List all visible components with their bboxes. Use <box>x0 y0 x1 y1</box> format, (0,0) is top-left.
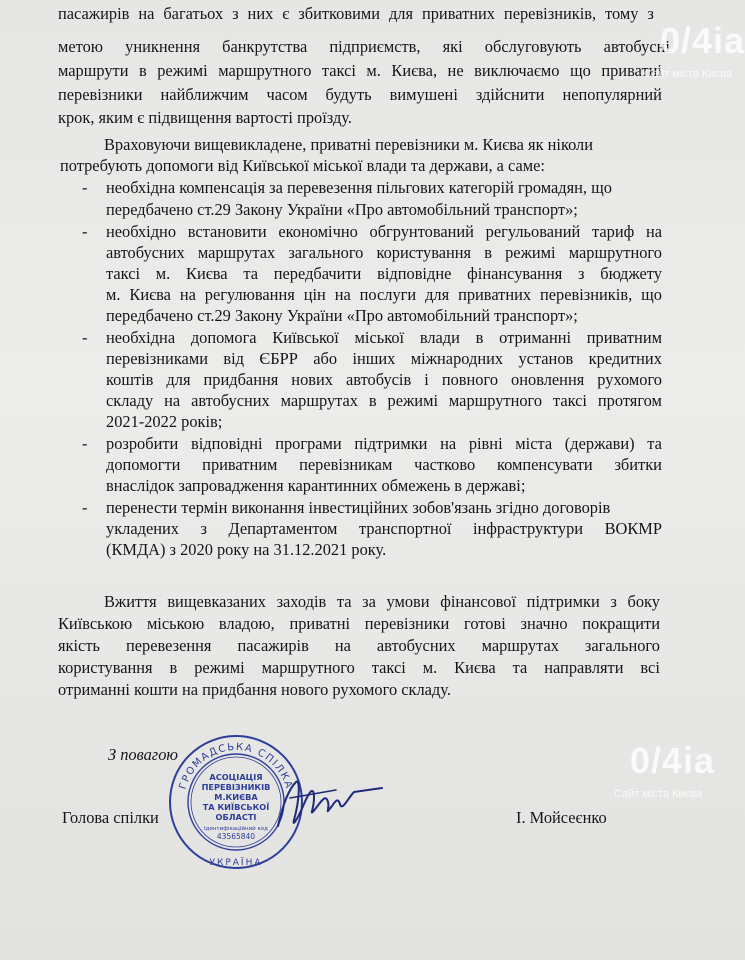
word: них <box>247 4 274 23</box>
word: вимушені <box>389 85 458 104</box>
stamp-center-line: ОБЛАСТІ <box>215 812 257 822</box>
word: що <box>570 61 591 80</box>
word: оновлення <box>511 370 585 389</box>
word: перевізникам <box>299 455 393 474</box>
word: приватних <box>458 285 532 304</box>
site-watermark-2 <box>610 740 716 820</box>
word: рівні <box>468 434 503 453</box>
word: міста <box>515 434 553 453</box>
word: Києва, <box>391 61 438 80</box>
p3-line-1 <box>104 592 660 612</box>
word: маршрути <box>58 61 129 80</box>
word: пасажирів <box>237 636 309 655</box>
word: та <box>512 658 528 677</box>
word: Вжиття <box>104 592 157 611</box>
signer-name: І. Мойсеєнко <box>516 808 607 827</box>
word: що <box>641 285 662 304</box>
word: для <box>388 4 413 23</box>
p1-line-1 <box>58 4 654 24</box>
word: м. <box>366 61 381 80</box>
word: необхідно <box>106 222 177 241</box>
word: режимі <box>157 61 208 80</box>
watermark-caption: Сайт міста Києва <box>644 68 733 80</box>
p2-line-2 <box>60 156 545 176</box>
word: маршрутного <box>218 61 312 80</box>
b5-line-3 <box>106 540 386 560</box>
word: заходів <box>276 592 327 611</box>
word: допомога <box>190 328 257 347</box>
word: з <box>578 264 585 283</box>
word: перевізників, <box>503 4 597 23</box>
stamp-code: 43565840 <box>216 832 256 841</box>
b3-line-2 <box>106 349 662 369</box>
word: на <box>334 636 351 655</box>
word: режимі <box>505 243 556 262</box>
word: Київською <box>58 614 133 633</box>
word: не <box>447 61 464 80</box>
word: в <box>169 658 178 677</box>
p1-line-3 <box>58 61 662 81</box>
b4-line-3 <box>106 476 525 496</box>
b5-line-2 <box>106 519 662 539</box>
word: автобусних <box>106 243 185 262</box>
word: або <box>313 349 338 368</box>
word: перевізниками <box>106 349 208 368</box>
word: міської <box>354 328 405 347</box>
word: покращити <box>582 614 660 633</box>
word: з <box>610 592 617 611</box>
word: на <box>440 434 457 453</box>
word: часом <box>266 85 308 104</box>
word: пасажирів <box>58 4 130 23</box>
word: маршрутного <box>448 391 543 410</box>
p1-line-2 <box>58 37 670 57</box>
word: в <box>138 61 147 80</box>
word: на <box>164 391 181 410</box>
word: кредитних <box>588 349 662 368</box>
word: маршрутах <box>280 391 358 410</box>
stamp-center-line: ПЕРЕВІЗНИКІВ <box>201 782 271 792</box>
b2-line-3 <box>106 264 662 284</box>
word: таксі <box>321 61 356 80</box>
word: нових <box>291 370 333 389</box>
word: ЄБРР <box>259 349 298 368</box>
stamp-code-label: Ідентифікаційний код <box>204 826 268 832</box>
word: перевізники <box>58 85 143 104</box>
word: рухомого <box>597 370 662 389</box>
word: укладених <box>106 519 179 538</box>
b3-line-4 <box>106 391 662 411</box>
word: перевізники <box>364 614 450 633</box>
word: відповідні <box>190 434 263 453</box>
word: значно <box>520 614 568 633</box>
word: будуть <box>325 85 372 104</box>
word: і <box>424 370 429 389</box>
b5-line-3-text: (КМДА) з 2020 року на 31.12.2021 року. <box>106 540 387 559</box>
word: вищевказаних <box>167 592 266 611</box>
word: протягом <box>597 391 662 410</box>
word: для <box>166 370 191 389</box>
word: фінансової <box>440 592 517 611</box>
word: автобусних <box>376 636 456 655</box>
word: послуги <box>359 285 417 304</box>
word: частково <box>414 455 476 474</box>
p1-line-5 <box>58 108 352 128</box>
word: з <box>232 4 239 23</box>
word: таксі <box>106 264 141 283</box>
word: компенсувати <box>496 455 593 474</box>
word: в <box>475 328 484 347</box>
word: регульований <box>485 222 581 241</box>
word: тому <box>605 4 639 23</box>
word: Департаментом <box>228 519 338 538</box>
word: автобусів <box>346 370 412 389</box>
word: на <box>179 285 196 304</box>
p2-line-1 <box>104 135 660 155</box>
word: збитки <box>614 455 662 474</box>
word: умови <box>386 592 430 611</box>
word: транспортної <box>358 519 452 538</box>
word: повного <box>441 370 499 389</box>
word: режимі <box>194 658 245 677</box>
word: владою, <box>218 614 275 633</box>
word: здійснити <box>475 85 545 104</box>
p2-line-2-text: потребують допомоги від Київської міської влади та держави, а саме: <box>60 156 545 175</box>
word: фінансування <box>467 264 563 283</box>
word: непопулярний <box>562 85 662 104</box>
word: таксі <box>552 391 587 410</box>
word: м. <box>422 658 438 677</box>
word: програми <box>275 434 342 453</box>
word: підтримки <box>354 434 428 453</box>
word: на <box>138 4 155 23</box>
b2-line-5-text: передбачено ст.29 Закону України «Про автомобільний транспорт»; <box>106 306 578 325</box>
p3-line-3 <box>58 636 660 656</box>
b2-line-2 <box>106 243 662 263</box>
word: м. <box>155 264 171 283</box>
bullet-dash: - <box>82 434 88 453</box>
word: на <box>334 285 351 304</box>
word: які <box>442 37 463 56</box>
word: загального <box>288 243 364 262</box>
watermark-logo: 0/4ia <box>630 740 716 781</box>
b1-line-2-text: передбачено ст.29 Закону України «Про автомобільний транспорт»; <box>106 200 578 219</box>
word: м. <box>106 285 121 304</box>
word: від <box>223 349 244 368</box>
site-watermark <box>640 20 745 100</box>
word: автобусні <box>603 37 670 56</box>
word: збитковими <box>298 4 380 23</box>
word: тариф <box>592 222 635 241</box>
b2-line-5 <box>106 306 578 326</box>
bullet-dash: - <box>82 222 88 241</box>
word: придбання <box>203 370 279 389</box>
b1-line-2 <box>106 200 578 220</box>
b2-line-4 <box>106 285 662 305</box>
word: отриманні <box>499 328 572 347</box>
word: є <box>282 4 290 23</box>
b4-line-2 <box>106 455 662 475</box>
b5-line-1 <box>106 498 610 518</box>
p3-line-2 <box>58 614 660 634</box>
word: таксі <box>371 658 406 677</box>
word: маршрутах <box>197 243 276 262</box>
word: приватних <box>421 4 495 23</box>
word: інших <box>352 349 396 368</box>
word: підприємств, <box>329 37 421 56</box>
word: обслуговують <box>484 37 582 56</box>
word: користування <box>58 658 153 677</box>
word: приватним <box>202 455 278 474</box>
word: підтримки <box>526 592 600 611</box>
word: встановити <box>187 222 267 241</box>
word: в <box>484 243 492 262</box>
word: коштів <box>106 370 154 389</box>
b5-line-1-text: перенести термін виконання інвестиційних зобов'язань згідно договорів <box>106 498 611 517</box>
word: та <box>336 592 352 611</box>
word: направляти <box>544 658 624 677</box>
stamp-ring-text: ГРОМАДСЬКА СПІЛКА <box>177 741 295 791</box>
regards-text: З повагою <box>108 745 178 764</box>
word: бюджету <box>600 264 662 283</box>
p3-line-5-text: отриманні кошти на придбання нового рухомого складу. <box>58 680 451 699</box>
word: допомогти <box>106 455 181 474</box>
p2-line-1-text: Враховуючи вищевикладене, приватні перевізники м. Києва як ніколи <box>104 135 594 154</box>
word: в <box>368 391 377 410</box>
word: установ <box>518 349 574 368</box>
bullet-dash: - <box>82 328 88 347</box>
word: ВОКМР <box>604 519 662 538</box>
word: відповідне <box>377 264 452 283</box>
b3-line-3 <box>106 370 662 390</box>
b2-line-1 <box>106 222 662 242</box>
word: передбачити <box>273 264 362 283</box>
word: та <box>647 434 662 453</box>
b3-line-1 <box>106 328 662 348</box>
watermark-logo: 0/4ia <box>660 20 745 61</box>
b1-line-1-text: необхідна компенсація за перевезення пільгових категорій громадян, що <box>106 178 612 197</box>
word: автобусних <box>191 391 270 410</box>
word: метою <box>58 37 104 56</box>
word: приватні <box>601 61 662 80</box>
word: маршрутного <box>261 658 355 677</box>
word: Києва <box>454 658 496 677</box>
word: приватні <box>289 614 351 633</box>
word: для <box>425 285 450 304</box>
word: обгрунтований <box>369 222 474 241</box>
word: та <box>243 264 258 283</box>
word: всі <box>640 658 660 677</box>
word: перевезення <box>125 636 212 655</box>
word: користування <box>376 243 472 262</box>
word: приватним <box>586 328 662 347</box>
stamp-center-line: М.КИЄВА <box>214 792 258 802</box>
word: міською <box>146 614 205 633</box>
word: якість <box>58 636 100 655</box>
word: Київської <box>272 328 339 347</box>
word: з <box>200 519 207 538</box>
word: маршрутного <box>568 243 662 262</box>
word: найближчим <box>160 85 249 104</box>
handwritten-signature <box>270 768 390 838</box>
word: влади <box>419 328 460 347</box>
word: виключаємо <box>474 61 560 80</box>
b1-line-1 <box>106 178 612 198</box>
word: готові <box>464 614 506 633</box>
p1-line-5-text: крок, яким є підвищення вартості проїзду. <box>58 108 352 127</box>
word: перевізників, <box>539 285 633 304</box>
stamp-center-line: АСОЦІАЦІЯ <box>209 772 263 782</box>
word: необхідна <box>106 328 176 347</box>
word: режимі <box>387 391 439 410</box>
p3-line-5 <box>58 680 451 700</box>
b3-line-5 <box>106 412 222 432</box>
p1-line-4 <box>58 85 662 105</box>
b4-line-3-text: внаслідок запровадження карантинних обмежень в державі; <box>106 476 526 495</box>
word: багатьох <box>163 4 224 23</box>
word: розробити <box>106 434 179 453</box>
word: Києва <box>186 264 228 283</box>
word: маршрутах <box>481 636 559 655</box>
word: з <box>647 4 654 23</box>
word: на <box>645 222 662 241</box>
word: загального <box>584 636 660 655</box>
word: складу <box>106 391 154 410</box>
word: економічно <box>278 222 358 241</box>
bullet-dash: - <box>82 178 88 197</box>
b4-line-1 <box>106 434 662 454</box>
bullet-dash: - <box>82 498 88 517</box>
word: банкрутства <box>222 37 308 56</box>
word: Києва <box>129 285 171 304</box>
word: міжнародних <box>410 349 504 368</box>
word: (держави) <box>564 434 635 453</box>
word: цін <box>303 285 326 304</box>
stamp-center-line: ТА КИЇВСЬКОЇ <box>202 802 270 812</box>
word: інфраструктури <box>472 519 584 538</box>
watermark-caption: Сайт міста Києва <box>614 788 703 800</box>
word: регулювання <box>204 285 295 304</box>
b3-line-5-text: 2021-2022 років; <box>106 412 223 431</box>
stamp-ring-bottom: УКРАЇНА <box>209 858 263 868</box>
position-text: Голова спілки <box>62 808 159 827</box>
word: боку <box>627 592 660 611</box>
word: уникнення <box>125 37 201 56</box>
word: за <box>362 592 376 611</box>
p3-line-4 <box>58 658 660 678</box>
